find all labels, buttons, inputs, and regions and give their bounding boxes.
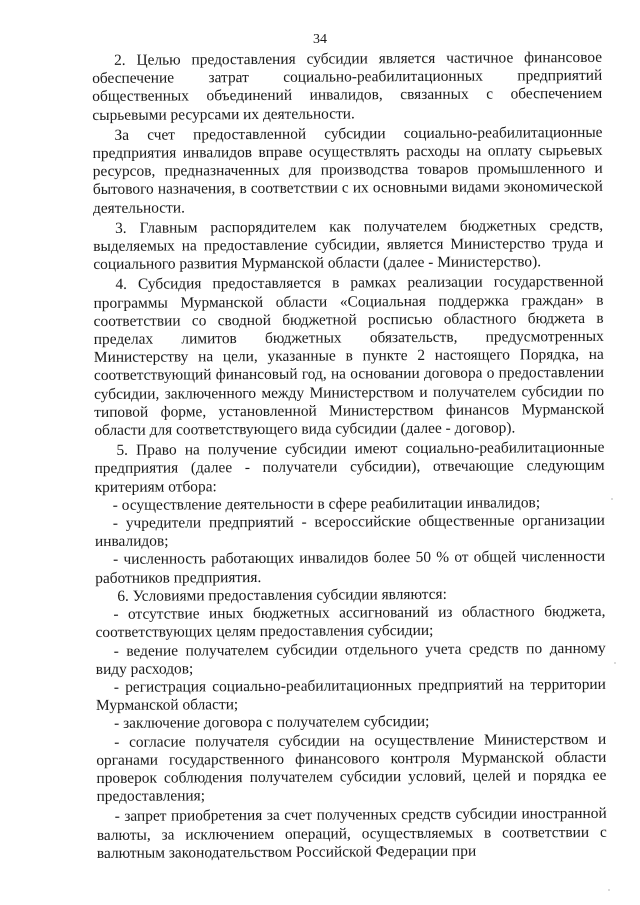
list-item: - заключение договора с получателем субсидии; (114, 713, 430, 733)
scan-speck (608, 889, 610, 891)
paragraph-3-distributor: 3. Главным распорядителем как получателем бюджетных средств, выделяемых на предоставление субсидии, является Министерство труда и социального развития Мурманской области (далее - Министерство). (93, 216, 604, 274)
scan-speck (611, 498, 613, 500)
paragraph-4-subsidy: 4. Субсидия предоставляется в рамках реализации государственной программы Мурманской области «Социальная поддержка граждан» в соответствии со сводной бюджетной росписью областного бюджета в пределах лимитов бюджетных обязательств, предусмотренных Министерству на цели, указанные в пункте 2 настоящего Порядка, на соответствующий финансовый год, на основании договора о предоставлении субсидии, заключенного между Министерством и получателем субсидии по типовой форме, установленной Министерством финансов Мурманской области для соответствующего вида субсидии (далее - договор). (93, 273, 605, 440)
list-item: - осуществление деятельности в сфере реабилитации инвалидов; (112, 494, 541, 514)
paragraph-5-eligibility: 5. Право на получение субсидии имеют социально-реабилитационные предприятия (далее - получатели субсидии), отвечающие следующим критериям отбора: (94, 439, 605, 496)
paragraph-2-purpose: 2. Целью предоставления субсидии является частичное финансовое обеспечение затрат социально-реабилитационных предприятий общественных объединений инвалидов, связанных с обеспечением сырьевыми ресурсами их деятельности. (92, 48, 603, 124)
page-number: 34 (313, 32, 327, 47)
list-item: - регистрация социально-реабилитационных предприятий на территории Мурманской области; (95, 675, 606, 715)
list-item: - согласие получателя субсидии на осуществление Министерством и органами государственного финансового контроля Мурманской области проверок соблюдения получателем субсидии условий, целей и порядка ее предоставления; (96, 730, 607, 806)
paragraph-2-expenses: За счет предоставленной субсидии социально-реабилитационные предприятия инвалидов вправе осуществлять расходы на оплату сырьевых ресурсов, предназначенных для производства товаров промышленного и бытового назначения, в соответствии с их основными видами экономической деятельности. (92, 123, 603, 217)
document-body (92, 49, 607, 863)
list-item: - ведение получателем субсидии отдельного учета средств по данному виду расходов; (95, 639, 606, 678)
list-item: - отсутствие иных бюджетных ассигнований из областного бюджета, соответствующих целям предоставления субсидии; (95, 602, 606, 642)
paragraph-6-conditions: 6. Условиями предоставления субсидии являются: (117, 585, 447, 605)
list-item: - учредители предприятий - всероссийские общественные организации инвалидов; (94, 511, 605, 551)
scan-speck (614, 662, 616, 664)
list-item: - запрет приобретения за счет полученных средств субсидии иностранной валюты, за исключением операций, осуществляемых в соответствии с валютным законодательством Российской Федерации при (96, 805, 607, 862)
list-item: - численность работающих инвалидов более 50 % от общей численности работников предприятия. (95, 548, 606, 587)
